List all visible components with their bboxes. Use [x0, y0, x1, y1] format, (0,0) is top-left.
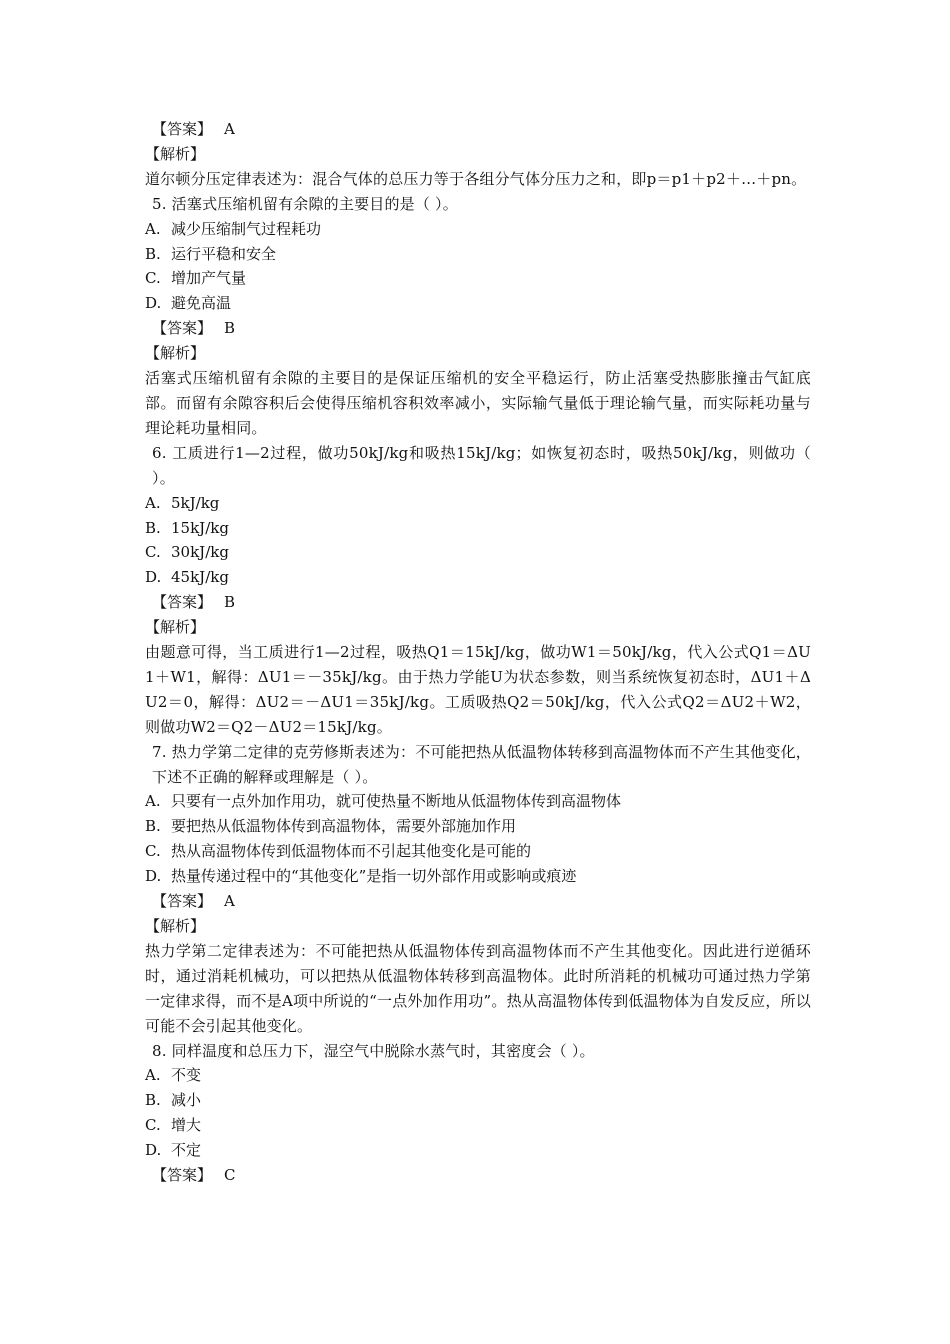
option-letter: D.	[145, 867, 162, 886]
option-text: 热从高温物体传到低温物体而不引起其他变化是可能的	[171, 842, 532, 861]
answer-option	[145, 814, 811, 839]
option-text: 要把热从低温物体传到高温物体，需要外部施加作用	[171, 817, 517, 836]
option-letter: A.	[145, 792, 161, 811]
answer-option	[145, 266, 811, 291]
option-letter: A.	[145, 1066, 161, 1085]
analysis-text: 道尔顿分压定律表述为：混合气体的总压力等于各组分气体分压力之和，即p＝p1＋p2＋…＋pn。	[145, 169, 807, 188]
answer-option	[145, 839, 811, 864]
question-stem: 7. 热力学第二定律的克劳修斯表述为：不可能把热从低温物体转移到高温物体而不产生其他变化，下述不正确的解释或理解是（ ）。	[152, 742, 811, 786]
option-text: 热量传递过程中的“其他变化”是指一切外部作用或影响或痕迹	[171, 867, 577, 886]
option-text: 不变	[171, 1066, 202, 1085]
answer-line	[145, 117, 811, 142]
answer-value: A	[224, 120, 235, 138]
option-letter: D.	[145, 294, 162, 313]
answer-line	[145, 1163, 811, 1188]
answer-option	[145, 864, 811, 889]
document-page	[145, 117, 811, 1188]
answer-label: 【答案】	[152, 593, 213, 612]
option-text: 45kJ/kg	[171, 568, 229, 587]
answer-label: 【答案】	[152, 1166, 213, 1185]
option-letter: C.	[145, 269, 161, 288]
answer-option	[145, 565, 811, 590]
option-letter: B.	[145, 817, 161, 836]
answer-value: B	[224, 593, 236, 612]
option-text: 减小	[171, 1091, 202, 1110]
analysis-heading: 【解析】	[145, 618, 206, 637]
option-text: 增加产气量	[171, 269, 247, 288]
answer-option	[145, 291, 811, 316]
option-text: 5kJ/kg	[171, 493, 220, 512]
option-letter: C.	[145, 842, 161, 861]
option-letter: C.	[145, 1116, 161, 1135]
answer-option	[145, 1088, 811, 1113]
answer-label: 【答案】	[152, 892, 213, 911]
analysis-heading: 【解析】	[145, 917, 206, 935]
option-letter: A.	[145, 493, 161, 512]
option-letter: B.	[145, 244, 161, 263]
option-text: 减少压缩制气过程耗功	[171, 219, 322, 238]
option-text: 30kJ/kg	[171, 543, 229, 562]
option-text: 只要有一点外加作用功，就可使热量不断地从低温物体传到高温物体	[171, 792, 622, 811]
answer-value: A	[224, 892, 235, 911]
option-letter: C.	[145, 543, 161, 562]
answer-label: 【答案】	[152, 319, 213, 338]
option-letter: D.	[145, 1141, 162, 1160]
question-stem: 8. 同样温度和总压力下，湿空气中脱除水蒸气时，其密度会（ ）。	[152, 1041, 595, 1060]
analysis-heading: 【解析】	[145, 144, 206, 163]
analysis-text: 活塞式压缩机留有余隙的主要目的是保证压缩机的安全平稳运行，防止活塞受热膨胀撞击气缸底部。而留有余隙容积后会使得压缩机容积效率减小，实际输气量低于理论输气量，而实际耗功量与理论耗功量相同。	[145, 369, 811, 437]
answer-option	[145, 1138, 811, 1163]
answer-option	[145, 516, 811, 541]
answer-option	[145, 491, 811, 516]
analysis-text: 由题意可得，当工质进行1—2过程，吸热Q1＝15kJ/kg，做功W1＝50kJ/kg，代入公式Q1＝ΔU1＋W1，解得：ΔU1＝－35kJ/kg。由于热力学能U为状态参数，则当系统恢复初态时，ΔU1＋ΔU2＝0，解得：ΔU2＝－ΔU1＝35kJ/kg。工质吸热Q2＝50kJ/kg，代入公式Q2＝ΔU2＋W2，则做功W2＝Q2－ΔU2＝15kJ/kg。	[145, 643, 811, 736]
answer-line	[145, 889, 811, 914]
answer-option	[145, 1113, 811, 1138]
answer-option	[145, 540, 811, 565]
answer-value: B	[224, 319, 236, 338]
option-text: 避免高温	[171, 294, 232, 313]
option-letter: B.	[145, 518, 161, 537]
analysis-heading: 【解析】	[145, 344, 206, 363]
option-letter: B.	[145, 1091, 161, 1110]
question-stem: 6. 工质进行1—2过程，做功50kJ/kg和吸热15kJ/kg；如恢复初态时，吸热50kJ/kg，则做功（ ）。	[152, 443, 811, 487]
question-stem: 5. 活塞式压缩机留有余隙的主要目的是（ ）。	[152, 194, 458, 213]
option-letter: A.	[145, 219, 161, 238]
answer-option	[145, 217, 811, 242]
option-text: 不定	[171, 1141, 202, 1160]
answer-line	[145, 590, 811, 615]
answer-option	[145, 1063, 811, 1088]
answer-line	[145, 316, 811, 341]
option-text: 运行平稳和安全	[171, 244, 277, 263]
analysis-text: 热力学第二定律表述为：不可能把热从低温物体传到高温物体而不产生其他变化。因此进行逆循环时，通过消耗机械功，可以把热从低温物体转移到高温物体。此时所消耗的机械功可通过热力学第一定律求得，而不是A项中所说的“一点外加作用功”。热从高温物体传到低温物体为自发反应，所以可能不会引起其他变化。	[145, 941, 811, 1035]
answer-label: 【答案】	[152, 120, 213, 138]
option-text: 增大	[171, 1116, 202, 1135]
answer-value: C	[224, 1166, 236, 1185]
answer-option	[145, 242, 811, 267]
option-letter: D.	[145, 568, 162, 587]
answer-option	[145, 789, 811, 814]
option-text: 15kJ/kg	[171, 518, 229, 537]
